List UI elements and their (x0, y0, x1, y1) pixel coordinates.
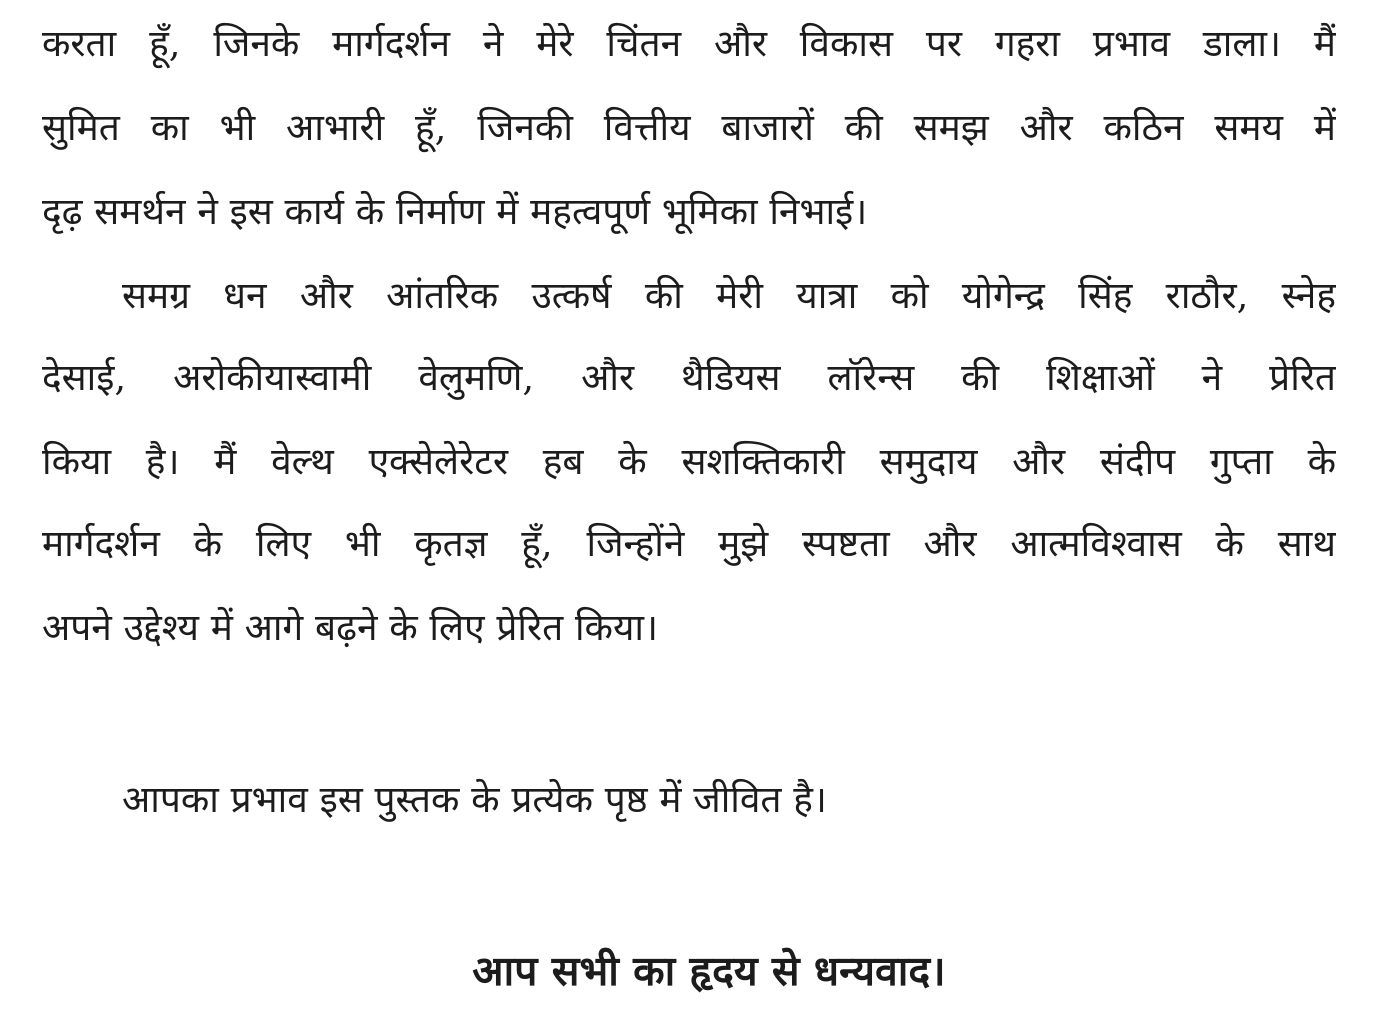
paragraph-1-line-1: करता हूँ, जिनके मार्गदर्शन ने मेरे चिंतन और विकास पर गहरा प्रभाव डाला। मैं (42, 22, 1336, 65)
closing-thanks: आप सभी का हृदय से धन्यवाद। (472, 947, 946, 995)
document-page (42, 0, 1336, 1027)
paragraph-2-line-4: मार्गदर्शन के लिए भी कृतज्ञ हूँ, जिन्होंने मुझे स्पष्टता और आत्मविश्वास के साथ (42, 522, 1336, 565)
paragraph-2-line-2: देसाई, अरोकीयास्वामी वेलुमणि, और थैडियस लॉरेन्स की शिक्षाओं ने प्रेरित (42, 356, 1336, 399)
paragraph-3: आपका प्रभाव इस पुस्तक के प्रत्येक पृष्ठ में जीवित है। (122, 778, 827, 821)
paragraph-2-line-5: अपने उद्देश्य में आगे बढ़ने के लिए प्रेरित किया। (42, 606, 659, 649)
paragraph-2-line-1: समग्र धन और आंतरिक उत्कर्ष की मेरी यात्रा को योगेन्द्र सिंह राठौर, स्नेह (122, 274, 1336, 317)
paragraph-1-line-2: सुमित का भी आभारी हूँ, जिनकी वित्तीय बाजारों की समझ और कठिन समय में (42, 106, 1336, 149)
paragraph-2-line-3: किया है। मैं वेल्थ एक्सेलेरेटर हब के सशक्तिकारी समुदाय और संदीप गुप्ता के (42, 440, 1336, 483)
paragraph-1-line-3: दृढ़ समर्थन ने इस कार्य के निर्माण में महत्वपूर्ण भूमिका निभाई। (42, 190, 868, 233)
